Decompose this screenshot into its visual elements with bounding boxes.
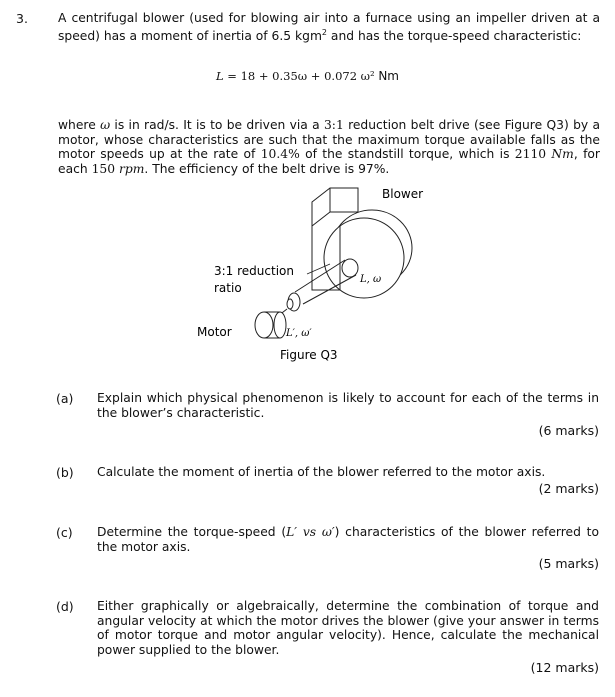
equation-lhs: L [216,69,224,83]
part-c-text-a: Determine the torque-speed ( [97,525,287,539]
question-intro [58,11,600,43]
blower-pulley [342,259,358,277]
intro-text-b: and has the torque-speed characteristic: [327,28,582,43]
part-b-marks: (2 marks) [538,481,599,496]
torque-speed-equation [0,69,615,83]
desc-text-f: . The efficiency of the belt drive is 97%. [144,161,390,176]
desc-text-d: of the standstill torque, which is [299,147,515,161]
part-b-letter: (b) [56,465,74,480]
part-a-letter: (a) [56,391,74,406]
motor-torque-label: L′, ω′ [286,328,312,339]
part-d-text: Either graphically or algebraically, determine the combination of torque and angular velocity at which the motor drives the blower (give your answer in terms of motor torque and motor angular velocity). Hence, calculate the mechanical power supplied to the blower. [97,599,599,657]
desc-text-e: , for each [58,147,600,176]
part-b-text: Calculate the moment of inertia of the blower referred to the motor axis. [97,465,546,479]
figure-caption: Figure Q3 [280,348,338,362]
part-c-text [97,525,599,554]
desc-torque-unit: Nm [551,147,574,161]
motor-label: Motor [197,325,232,339]
equation-unit: Nm [378,69,399,83]
desc-percent: 10.4% [260,147,300,161]
question-description [58,118,600,176]
part-c-math: L′ vs ω′ [286,525,335,539]
part-a-marks: (6 marks) [538,423,599,438]
part-c-text-b: ) characteristics of the blower referred to the motor axis. [97,525,600,554]
desc-omega: ω [100,118,111,132]
desc-text-c: reduction belt drive (see Figure Q3) by a motor, whose characteristics are such that the maximum torque available falls as the motor speeds up at the rate of [58,118,600,161]
intro-superscript: 2 [321,27,328,37]
desc-torque: 2110 [514,147,547,161]
blower-torque-label: L, ω [360,274,382,285]
part-a-text: Explain which physical phenomenon is likely to account for each of the terms in the blower’s characteristic. [97,391,599,420]
desc-text-b: is in rad/s. It is to be driven via a [110,118,324,132]
part-d-marks: (12 marks) [530,660,599,675]
question-number: 3. [16,11,28,26]
reduction-label-line1: 3:1 reduction [214,264,294,278]
part-c-letter: (c) [56,525,73,540]
desc-speed: 150 [91,161,116,176]
equation-rhs: = 18 + 0.35ω + 0.072 ω² [223,69,379,83]
desc-speed-unit: rpm [118,161,145,176]
part-d-letter: (d) [56,599,74,614]
reduction-label-line2: ratio [214,281,242,295]
motor-end [255,312,273,338]
desc-ratio: 3:1 [323,118,344,132]
desc-text-a: where [58,118,101,132]
figure-q3-diagram [190,178,450,368]
part-c-marks: (5 marks) [538,556,599,571]
blower-label: Blower [382,187,424,201]
intro-text-a: A centrifugal blower (used for blowing air into a furnace using an impeller driven at a speed) has a moment of inertia of 6.5 kgm [58,11,600,43]
